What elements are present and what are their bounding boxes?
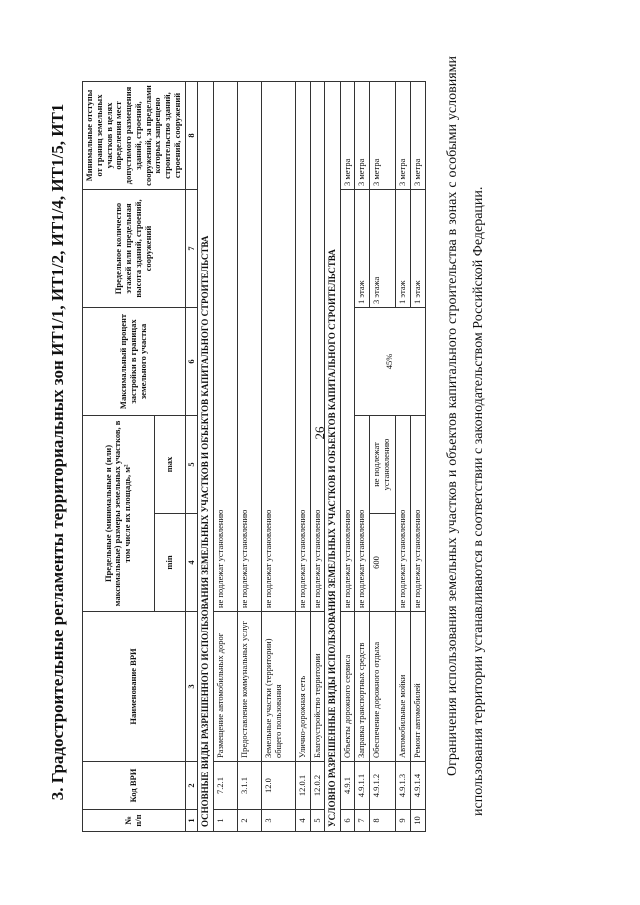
row-num: 4: [295, 810, 310, 832]
header-num: № п/п: [83, 810, 186, 832]
row-not-set: не подлежат установлению: [213, 82, 237, 612]
row-code: 12.0: [261, 762, 295, 810]
row-setback: 3 метра: [355, 82, 370, 190]
page-number: 26: [312, 426, 327, 440]
row-num: 7: [355, 810, 370, 832]
header-floors: Предельное количество этажей или предельная высота зданий, строений, сооружений: [83, 190, 186, 308]
row-num: 9: [396, 810, 411, 832]
table-row: [261, 82, 295, 832]
row-code: 3.1.1: [237, 762, 261, 810]
row-max: не подлежат установлению: [370, 416, 396, 514]
header-size: Предельные (минимальные и (или) максимальные) размеры земельных участков, в том числе их площадь, м²: [83, 416, 155, 612]
row-size-not-set: не подлежат установлению: [355, 416, 370, 612]
table-row: [310, 82, 325, 832]
footer-paragraph: Ограничения использования земельных участков и объектов капитального строительства в зонах с особыми условиями использования территории устанавливаются в соответствии с законодательством Российской Федерации.: [445, 56, 486, 816]
row-name: Ремонт автомобилей: [410, 612, 425, 762]
row-num: 6: [340, 810, 355, 832]
row-name: Обеспечение дорожного отдыха: [370, 612, 396, 762]
column-number: 2: [185, 762, 198, 810]
column-number: 1: [185, 810, 198, 832]
table-row: [213, 82, 237, 832]
header-max: max: [154, 416, 185, 514]
table-row: [370, 82, 396, 832]
row-code: 4.9.1: [340, 762, 355, 810]
row-size-not-set: не подлежат установлению: [396, 416, 411, 612]
row-code: 7.2.1: [213, 762, 237, 810]
row-min: 600: [370, 514, 396, 612]
row-num: 1: [213, 810, 237, 832]
row-num: 10: [410, 810, 425, 832]
regulations-table: [82, 81, 426, 832]
row-name: Благоустройство территории: [310, 612, 325, 762]
column-number-row: [185, 82, 198, 832]
row-name: Размещение автомобильных дорог: [213, 612, 237, 762]
row-setback: 3 метра: [340, 82, 355, 190]
column-number: 4: [185, 514, 198, 612]
column-number: 7: [185, 190, 198, 308]
table-row: [355, 82, 370, 832]
row-setback: 3 метра: [410, 82, 425, 190]
rotated-page-content: [40, 16, 600, 876]
row-name: Улично-дорожная сеть: [295, 612, 310, 762]
row-name: Предоставление коммунальных услуг: [237, 612, 261, 762]
row-setback: 3 метра: [396, 82, 411, 190]
header-setbacks: Минимальные отступы от границ земельных участков в целях определения мест допустимого размещения зданий, строений, сооружений, за пределами которых запрещено строительство зданий, строений, сооружений: [83, 82, 186, 190]
column-number: 3: [185, 612, 198, 762]
column-number: 6: [185, 308, 198, 416]
header-name: Наименование ВРИ: [83, 612, 186, 762]
row-num: 8: [370, 810, 396, 832]
row-code: 4.9.1.3: [396, 762, 411, 810]
row-name: Автомобильные мойки: [396, 612, 411, 762]
table-row: [237, 82, 261, 832]
header-code: Код ВРИ: [83, 762, 186, 810]
row-floors: 1 этаж: [396, 190, 411, 308]
row-not-set: не подлежат установлению: [340, 190, 355, 612]
column-number: 8: [185, 82, 198, 190]
row-code: 12.0.2: [310, 762, 325, 810]
row-num: 2: [237, 810, 261, 832]
row-code: 4.9.1.1: [355, 762, 370, 810]
row-num: 5: [310, 810, 325, 832]
header-min: min: [154, 514, 185, 612]
row-code: 12.0.1: [295, 762, 310, 810]
row-not-set: не подлежат установлению: [237, 82, 261, 612]
row-not-set: не подлежат установлению: [261, 82, 295, 612]
column-number: 5: [185, 416, 198, 514]
row-name: Земельные участки (территории) общего пользования: [261, 612, 295, 762]
table-row: [396, 82, 411, 832]
row-code: 4.9.1.4: [410, 762, 425, 810]
section-row-main: [198, 82, 213, 832]
section-row-conditional: [325, 82, 340, 832]
row-not-set: не подлежат установлению: [295, 82, 310, 612]
row-name: Заправка транспортных средств: [355, 612, 370, 762]
row-not-set: не подлежат установлению: [310, 82, 325, 612]
row-num: 3: [261, 810, 295, 832]
row-code: 4.9.1.2: [370, 762, 396, 810]
row-name: Объекты дорожного сервиса: [340, 612, 355, 762]
table-row: [410, 82, 425, 832]
percent-merged-cell: 45%: [355, 308, 425, 416]
table-row: [295, 82, 310, 832]
section-title-conditional: УСЛОВНО РАЗРЕШЕННЫЕ ВИДЫ ИСПОЛЬЗОВАНИЯ ЗЕМЕЛЬНЫХ УЧАСТКОВ И ОБЪЕКТОВ КАПИТАЛЬНОГО СТРОИТЕЛЬСТВА: [325, 82, 340, 832]
section-title-main: ОСНОВНЫЕ ВИДЫ РАЗРЕШЕННОГО ИСПОЛЬЗОВАНИЯ ЗЕМЕЛЬНЫХ УЧАСТКОВ И ОБЪЕКТОВ КАПИТАЛЬНОГО СТРОИТЕЛЬСТВА: [198, 82, 213, 832]
row-floors: 1 этаж: [355, 190, 370, 308]
row-floors: 3 этажа: [370, 190, 396, 308]
table-header-row: [83, 82, 155, 832]
header-percent: Максимальный процент застройки в границах земельного участка: [83, 308, 186, 416]
section-heading: 3. Градостроительные регламенты территориальных зон ИТ1/1, ИТ1/2, ИТ1/4, ИТ1/5, ИТ1: [48, 103, 67, 801]
table-row: [340, 82, 355, 832]
row-size-not-set: не подлежат установлению: [410, 416, 425, 612]
row-floors: 1 этаж: [410, 190, 425, 308]
row-setback: 3 метра: [370, 82, 396, 190]
